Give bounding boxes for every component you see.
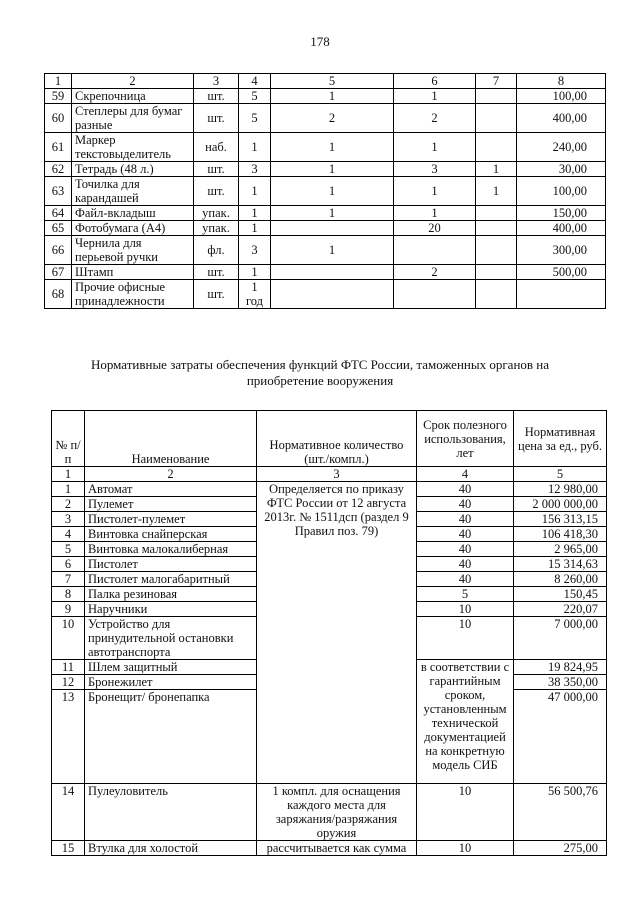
- col-5-value: [271, 280, 394, 309]
- unit: наб.: [194, 133, 239, 162]
- price: 240,00: [517, 133, 606, 162]
- row-number: 7: [52, 572, 85, 587]
- col-7-value: [476, 236, 517, 265]
- item-name: Наручники: [85, 602, 257, 617]
- term: 40: [417, 527, 514, 542]
- row-number: 66: [45, 236, 72, 265]
- term: 40: [417, 497, 514, 512]
- item-name: Пистолет: [85, 557, 257, 572]
- header-price: Нормативная цена за ед., руб.: [514, 411, 607, 467]
- term: 40: [417, 512, 514, 527]
- header-term: Срок полезного использования, лет: [417, 411, 514, 467]
- column-numbers-row: [52, 467, 607, 482]
- col-4-value: 5: [239, 89, 271, 104]
- table-row: [45, 236, 606, 265]
- col-6-value: 2: [394, 104, 476, 133]
- price: 38 350,00: [514, 675, 607, 690]
- col-4-value: 1 год: [239, 280, 271, 309]
- col-number: 3: [194, 74, 239, 89]
- unit: шт.: [194, 162, 239, 177]
- col-6-value: [394, 236, 476, 265]
- col-6-value: 20: [394, 221, 476, 236]
- row-number: 8: [52, 587, 85, 602]
- row-number: 5: [52, 542, 85, 557]
- col-4-value: 1: [239, 206, 271, 221]
- row-number: 11: [52, 660, 85, 675]
- price: 47 000,00: [514, 690, 607, 784]
- unit: упак.: [194, 221, 239, 236]
- table-row: [45, 206, 606, 221]
- col-number: 4: [417, 467, 514, 482]
- col-6-value: 1: [394, 89, 476, 104]
- price: 275,00: [514, 841, 607, 856]
- col-7-value: [476, 206, 517, 221]
- table-row: [45, 265, 606, 280]
- table-header-row: [52, 411, 607, 467]
- term: 10: [417, 841, 514, 856]
- page-number: 178: [310, 34, 330, 49]
- col-4-value: 1: [239, 221, 271, 236]
- col-number: 2: [85, 467, 257, 482]
- price: 19 824,95: [514, 660, 607, 675]
- item-name: Фотобумага (А4): [72, 221, 194, 236]
- table-row: [52, 482, 607, 497]
- merged-quantity-cell: Определяется по приказу ФТС России от 12 августа 2013г. № 1511дсп (раздел 9 Правил поз. 79): [257, 482, 417, 784]
- price: 400,00: [517, 104, 606, 133]
- item-name: Винтовка малокалиберная: [85, 542, 257, 557]
- row-number: 64: [45, 206, 72, 221]
- col-5-value: 2: [271, 104, 394, 133]
- item-name: Автомат: [85, 482, 257, 497]
- merged-term-cell: в соответствии с гарантийным сроком, установленным технической документацией на конкретную модель СИБ: [417, 660, 514, 784]
- header-num: № п/п: [52, 411, 85, 467]
- price: 156 313,15: [514, 512, 607, 527]
- col-5-value: 1: [271, 162, 394, 177]
- col-number: 5: [514, 467, 607, 482]
- price: 150,45: [514, 587, 607, 602]
- term: 10: [417, 602, 514, 617]
- item-name: Штамп: [72, 265, 194, 280]
- item-name: Маркер текстовыделитель: [72, 133, 194, 162]
- price: 2 000 000,00: [514, 497, 607, 512]
- row-number: 63: [45, 177, 72, 206]
- col-6-value: 2: [394, 265, 476, 280]
- item-name: Тетрадь (48 л.): [72, 162, 194, 177]
- item-name: Пулемет: [85, 497, 257, 512]
- price: 2 965,00: [514, 542, 607, 557]
- table-row: [45, 104, 606, 133]
- col-5-value: 1: [271, 133, 394, 162]
- table-row: [45, 162, 606, 177]
- price: 30,00: [517, 162, 606, 177]
- term: 40: [417, 572, 514, 587]
- price: 15 314,63: [514, 557, 607, 572]
- col-7-value: 1: [476, 162, 517, 177]
- unit: шт.: [194, 89, 239, 104]
- col-4-value: 1: [239, 265, 271, 280]
- row-number: 6: [52, 557, 85, 572]
- table-row: [45, 221, 606, 236]
- item-name: Пистолет-пулемет: [85, 512, 257, 527]
- col-5-value: [271, 265, 394, 280]
- item-name: Чернила для перьевой ручки: [72, 236, 194, 265]
- price: [517, 280, 606, 309]
- price: 100,00: [517, 177, 606, 206]
- col-number: 6: [394, 74, 476, 89]
- col-6-value: [394, 280, 476, 309]
- table-row: [45, 280, 606, 309]
- table-row: [45, 177, 606, 206]
- header-qty: Нормативное количество (шт./компл.): [257, 411, 417, 467]
- unit: шт.: [194, 280, 239, 309]
- item-name: Скрепочница: [72, 89, 194, 104]
- col-6-value: 1: [394, 177, 476, 206]
- col-5-value: [271, 221, 394, 236]
- col-6-value: 1: [394, 206, 476, 221]
- col-4-value: 5: [239, 104, 271, 133]
- item-name: Пистолет малогабаритный: [85, 572, 257, 587]
- price: 220,07: [514, 602, 607, 617]
- row-number: 2: [52, 497, 85, 512]
- item-name: Втулка для холостой: [85, 841, 257, 856]
- price: 8 260,00: [514, 572, 607, 587]
- col-5-value: 1: [271, 206, 394, 221]
- row-number: 60: [45, 104, 72, 133]
- row-number: 9: [52, 602, 85, 617]
- col-number: 4: [239, 74, 271, 89]
- header-name: Наименование: [85, 411, 257, 467]
- item-name: Шлем защитный: [85, 660, 257, 675]
- row-number: 12: [52, 675, 85, 690]
- table-row: [45, 89, 606, 104]
- term: 5: [417, 587, 514, 602]
- col-4-value: 3: [239, 162, 271, 177]
- col-5-value: 1: [271, 89, 394, 104]
- col-7-value: [476, 89, 517, 104]
- item-name: Винтовка снайперская: [85, 527, 257, 542]
- table-header-row: [45, 74, 606, 89]
- unit: шт.: [194, 104, 239, 133]
- term: 40: [417, 557, 514, 572]
- price: 7 000,00: [514, 617, 607, 660]
- row-number: 10: [52, 617, 85, 660]
- row-number: 13: [52, 690, 85, 784]
- price: 400,00: [517, 221, 606, 236]
- col-7-value: [476, 221, 517, 236]
- row-number: 4: [52, 527, 85, 542]
- price: 106 418,30: [514, 527, 607, 542]
- table-row: [45, 133, 606, 162]
- office-supplies-table: [44, 73, 606, 309]
- item-name: Файл-вкладыш: [72, 206, 194, 221]
- term: 10: [417, 784, 514, 841]
- col-7-value: [476, 104, 517, 133]
- table-row: [52, 784, 607, 841]
- col-7-value: [476, 280, 517, 309]
- col-7-value: [476, 265, 517, 280]
- item-name: Степлеры для бумаг разные: [72, 104, 194, 133]
- item-name: Бронежилет: [85, 675, 257, 690]
- price: 12 980,00: [514, 482, 607, 497]
- col-7-value: 1: [476, 177, 517, 206]
- item-name: Точилка для карандашей: [72, 177, 194, 206]
- col-number: 3: [257, 467, 417, 482]
- row-number: 59: [45, 89, 72, 104]
- col-4-value: 1: [239, 133, 271, 162]
- row-number: 67: [45, 265, 72, 280]
- row-number: 15: [52, 841, 85, 856]
- quantity: 1 компл. для оснащения каждого места для заряжания/разряжания оружия: [257, 784, 417, 841]
- col-6-value: 1: [394, 133, 476, 162]
- col-number: 8: [517, 74, 606, 89]
- col-number: 2: [72, 74, 194, 89]
- price: 300,00: [517, 236, 606, 265]
- row-number: 68: [45, 280, 72, 309]
- row-number: 3: [52, 512, 85, 527]
- row-number: 65: [45, 221, 72, 236]
- col-4-value: 1: [239, 177, 271, 206]
- price: 100,00: [517, 89, 606, 104]
- price: 56 500,76: [514, 784, 607, 841]
- unit: упак.: [194, 206, 239, 221]
- item-name: Палка резиновая: [85, 587, 257, 602]
- row-number: 1: [52, 482, 85, 497]
- unit: шт.: [194, 265, 239, 280]
- row-number: 61: [45, 133, 72, 162]
- item-name: Прочие офисные принадлежности: [72, 280, 194, 309]
- unit: шт.: [194, 177, 239, 206]
- item-name: Пулеуловитель: [85, 784, 257, 841]
- row-number: 14: [52, 784, 85, 841]
- row-number: 62: [45, 162, 72, 177]
- col-number: 7: [476, 74, 517, 89]
- col-number: 5: [271, 74, 394, 89]
- item-name: Бронещит/ бронепапка: [85, 690, 257, 784]
- term: 10: [417, 617, 514, 660]
- col-7-value: [476, 133, 517, 162]
- col-number: 1: [45, 74, 72, 89]
- col-6-value: 3: [394, 162, 476, 177]
- weapons-costs-table: [51, 410, 607, 856]
- col-4-value: 3: [239, 236, 271, 265]
- col-5-value: 1: [271, 177, 394, 206]
- table-row: [52, 841, 607, 856]
- price: 500,00: [517, 265, 606, 280]
- term: 40: [417, 542, 514, 557]
- price: 150,00: [517, 206, 606, 221]
- item-name: Устройство для принудительной остановки автотранспорта: [85, 617, 257, 660]
- col-5-value: 1: [271, 236, 394, 265]
- col-number: 1: [52, 467, 85, 482]
- term: 40: [417, 482, 514, 497]
- section-title: Нормативные затраты обеспечения функций ФТС России, таможенных органов на приобретение вооружения: [90, 357, 550, 388]
- unit: фл.: [194, 236, 239, 265]
- quantity: рассчитывается как сумма: [257, 841, 417, 856]
